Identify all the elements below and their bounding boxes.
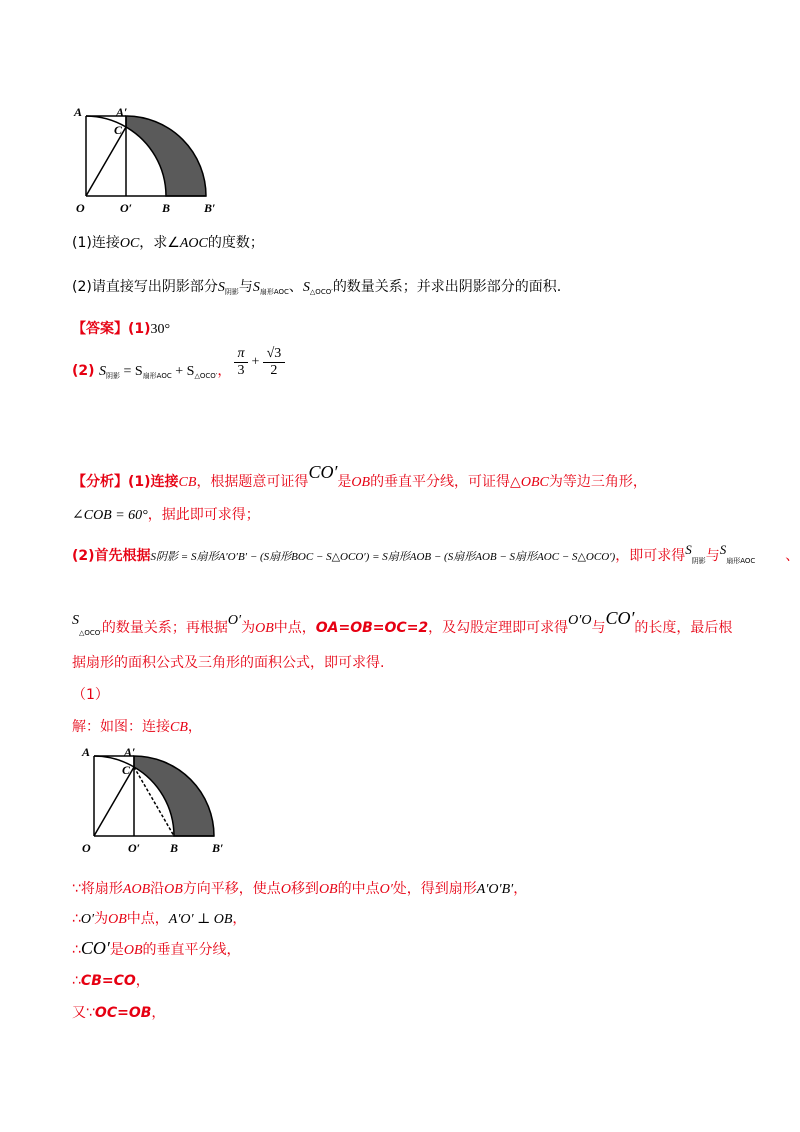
question-1: (1)连接OC，求∠AOC的度数； — [72, 235, 264, 251]
figure-shaded-sector — [70, 100, 230, 220]
question-2: (2)请直接写出阴影部分$S_{阴影}$与$S_{扇形AOC}$、$S_{\triangle OCO'}$的数量关系；并求出阴影部分的面积. — [72, 279, 562, 296]
shaded-region-2 — [134, 756, 214, 836]
label-O-prime: O′ — [128, 841, 141, 855]
solution-line-2: ∴O′为OB中点，A′O′ ⊥ OB， — [72, 911, 247, 927]
label-O-prime: O′ — [120, 201, 133, 215]
figure-solution — [78, 740, 238, 860]
label-O: O — [82, 841, 91, 855]
solution-line-1: ∵将扇形AOB沿OB方向平移，使点O移到OB的中点O′处，得到扇形A′O′B′， — [72, 881, 528, 897]
label-O: O — [76, 201, 85, 215]
label-B: B — [162, 201, 171, 215]
label-C: C — [122, 763, 131, 777]
analysis-line-5: 据扇形的面积公式及三角形的面积公式，即可求得. — [72, 655, 385, 671]
analysis-label: 【分析】 — [72, 474, 128, 490]
answer-line-1: 【答案】(1)30° — [72, 321, 171, 337]
label-C: C — [114, 123, 123, 137]
label-B-prime: B′ — [212, 841, 224, 855]
solution-line-5: 又∵OC=OB， — [72, 1005, 166, 1021]
analysis-line-2: ∠COB = 60°，据此即可求得； — [72, 507, 260, 523]
label-B: B — [170, 841, 179, 855]
analysis-line-1: 【分析】(1)连接CB，根据题意可证得CO′是OB的垂直平分线，可证得△OBC为等边三角形， — [72, 462, 647, 490]
solution-intro: 解：如图：连接CB， — [72, 719, 202, 735]
answer-label: 【答案】 — [72, 321, 128, 337]
analysis-line-4: $S_{\triangle OCO'}$的数量关系；再根据O′为OB中点，OA=OB=OC=2，及勾股定理即可求得O′O与CO′的长度，最后根 — [72, 608, 733, 637]
answer-fractions: $\frac{\pi}{3}$ + $\frac{√3}{2}$ — [234, 346, 285, 379]
label-A: A — [74, 105, 83, 119]
label-A-prime: A′ — [116, 105, 128, 119]
solution-line-3: ∴CO′是OB的垂直平分线， — [72, 938, 241, 958]
label-A-prime: A′ — [124, 745, 136, 759]
label-A: A — [82, 745, 91, 759]
solution-part-label: （1） — [72, 687, 109, 703]
shaded-region — [126, 116, 206, 196]
solution-line-4: ∴CB=CO， — [72, 973, 150, 989]
analysis-line-3: (2)首先根据S阴影 = S扇形A′O′B′ − (S扇形BOC − S△OCO′) = S扇形AOB − (S扇形AOB − S扇形AOC − S△OCO′)，即可求得$S_{阴影}$与$S_{扇形AOC}$ 、 — [72, 542, 800, 565]
label-B-prime: B′ — [204, 201, 216, 215]
answer-line-2: (2) $S_{阴影} = S_{扇形AOC} + S_{\triangle OCO'}$， — [72, 363, 232, 380]
